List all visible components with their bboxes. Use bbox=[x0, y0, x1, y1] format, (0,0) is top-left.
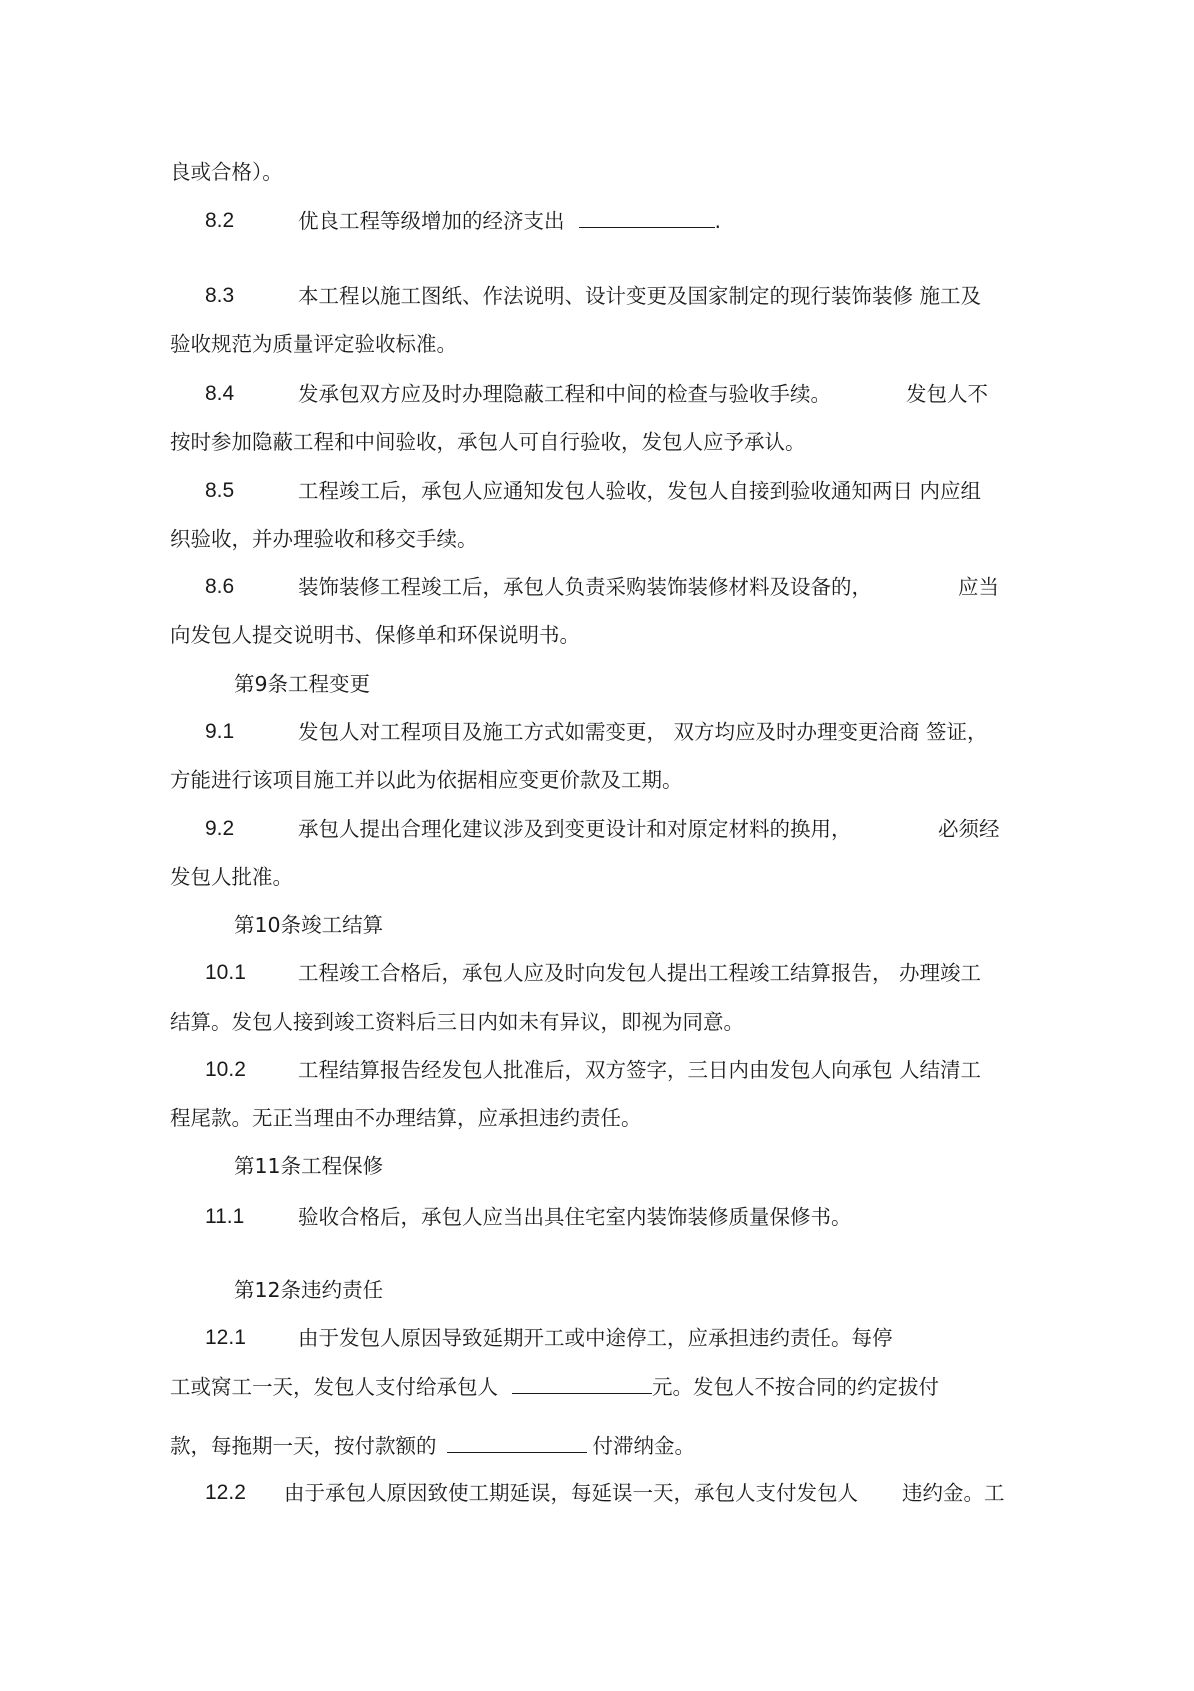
clause-line: 本工程以施工图纸、作法说明、设计变更及国家制定的现行装饰装修 施工及 bbox=[298, 284, 982, 308]
clause-line: 验收规范为质量评定验收标准。 bbox=[170, 332, 457, 356]
fill-in-blank[interactable] bbox=[579, 207, 715, 228]
clause-8-2-tail: . bbox=[714, 209, 722, 233]
clause-line: 程尾款。无正当理由不办理结算，应承担违约责任。 bbox=[170, 1106, 642, 1130]
clause-line: 发承包双方应及时办理隐蔽工程和中间的检查与验收手续。 bbox=[298, 382, 831, 406]
section-heading: 第12条违约责任 bbox=[234, 1278, 384, 1302]
section-heading: 第9条工程变更 bbox=[234, 672, 371, 696]
clause-line: 工程竣工后，承包人应通知发包人验收，发包人自接到验收通知两日 内应组 bbox=[298, 479, 982, 503]
clause-line: 按时参加隐蔽工程和中间验收，承包人可自行验收，发包人应予承认。 bbox=[170, 430, 806, 454]
clause-line: 应当 bbox=[958, 575, 999, 599]
clause-line: 由于发包人原因导致延期开工或中途停工，应承担违约责任。每停 bbox=[298, 1326, 893, 1350]
fill-in-blank[interactable] bbox=[447, 1432, 587, 1453]
clause-line: 发包人不 bbox=[906, 382, 988, 406]
clause-12-1-line2b: 元。发包人不按合同的约定拔付 bbox=[652, 1375, 939, 1399]
clause-number: 12.2 bbox=[205, 1481, 246, 1504]
clause-line: 装饰装修工程竣工后，承包人负责采购装饰装修材料及设备的， bbox=[298, 575, 872, 599]
fill-in-blank[interactable] bbox=[512, 1373, 652, 1394]
clause-number: 8.3 bbox=[205, 284, 235, 307]
clause-number: 8.2 bbox=[205, 209, 235, 232]
clause-number: 8.6 bbox=[205, 575, 235, 598]
clause-number: 9.2 bbox=[205, 817, 235, 840]
clause-line: 向发包人提交说明书、保修单和环保说明书。 bbox=[170, 623, 580, 647]
clause-number: 8.5 bbox=[205, 479, 235, 502]
clause-number: 10.1 bbox=[205, 961, 246, 984]
section-heading: 第11条工程保修 bbox=[234, 1154, 384, 1178]
clause-line: 发包人对工程项目及施工方式如需变更， 双方均应及时办理变更洽商 签证， bbox=[298, 720, 988, 744]
continuation-text: 良或合格）。 bbox=[170, 160, 283, 184]
clause-line: 发包人批准。 bbox=[170, 865, 293, 889]
clause-12-1-line3a: 款，每拖期一天，按付款额的 bbox=[170, 1434, 437, 1458]
clause-line: 承包人提出合理化建议涉及到变更设计和对原定材料的换用， bbox=[298, 817, 852, 841]
clause-line: 验收合格后，承包人应当出具住宅室内装饰装修质量保修书。 bbox=[298, 1205, 852, 1229]
clause-text bbox=[298, 207, 721, 235]
clause-number: 9.1 bbox=[205, 720, 235, 743]
clause-line: 方能进行该项目施工并以此为依据相应变更价款及工期。 bbox=[170, 768, 683, 792]
clause-number: 10.2 bbox=[205, 1058, 246, 1081]
clause-number: 11.1 bbox=[205, 1205, 245, 1228]
clause-number: 12.1 bbox=[205, 1326, 246, 1349]
clause-line: 结算。发包人接到竣工资料后三日内如未有异议，即视为同意。 bbox=[170, 1010, 744, 1034]
clause-line: 由于承包人原因致使工期延误，每延误一天，承包人支付发包人 bbox=[284, 1481, 858, 1505]
section-heading: 第10条竣工结算 bbox=[234, 913, 384, 937]
clause-12-1-line3b: 付滞纳金。 bbox=[592, 1434, 695, 1458]
clause-line: 织验收，并办理验收和移交手续。 bbox=[170, 527, 478, 551]
clause-line: 违约金。工 bbox=[902, 1481, 1005, 1505]
clause-line bbox=[170, 1432, 695, 1460]
clause-12-1-line2a: 工或窝工一天，发包人支付给承包人 bbox=[170, 1375, 498, 1399]
clause-line: 工程竣工合格后，承包人应及时向发包人提出工程竣工结算报告， 办理竣工 bbox=[298, 961, 982, 985]
clause-8-2-text: 优良工程等级增加的经济支出 bbox=[298, 209, 565, 233]
clause-line bbox=[170, 1373, 939, 1401]
clause-line: 必须经 bbox=[938, 817, 1000, 841]
clause-line: 工程结算报告经发包人批准后，双方签字，三日内由发包人向承包 人结清工 bbox=[298, 1058, 982, 1082]
clause-number: 8.4 bbox=[205, 382, 235, 405]
